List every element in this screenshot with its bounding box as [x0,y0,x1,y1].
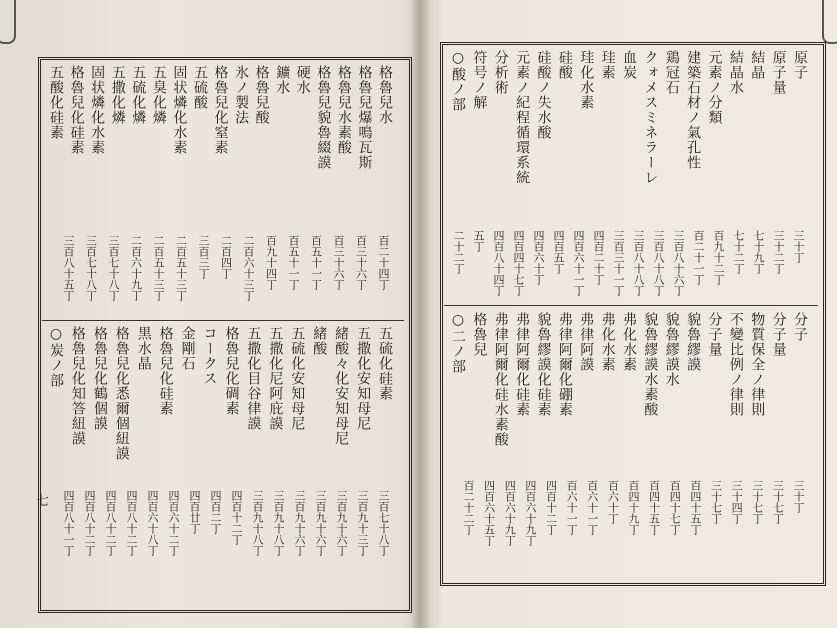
index-heading: 格魯兒化硅素 [157,326,174,416]
page-reference: 四百八十一丁 [62,490,75,556]
page-reference: 三百九十六丁 [293,490,306,556]
index-heading: 五硫化安知母尼 [289,326,306,431]
index-heading: 五硫化燐 [130,65,147,125]
index-heading: 格魯兒水 [377,65,393,125]
page-reference: 百二十二丁 [462,480,475,535]
index-heading: 格魯兒貌魯綴謨 [315,65,332,170]
left-page-divider [42,320,404,321]
page-reference: 三百九十六丁 [335,490,348,556]
page-reference: 三百七十八丁 [84,235,98,301]
page-reference: 百五十一丁 [309,235,323,290]
page-reference: 四百八十四丁 [492,230,505,296]
page-reference: 百六十丁 [606,480,620,524]
page-reference: 百三十六丁 [332,235,345,290]
page-reference: 百四十七丁 [668,480,682,535]
page-reference: 三十七丁 [750,480,764,524]
index-heading: 弗律阿爾化硅水素酸 [492,312,509,447]
index-heading: 珪素 [599,50,616,80]
index-heading: 貌魯繆謨水 [663,312,680,387]
index-heading: 物質保全ノ律則 [749,312,766,417]
page-reference: 百四十五丁 [688,480,702,535]
index-heading: 金剛石 [179,326,196,371]
index-heading: 分析術 [492,50,509,95]
index-heading: 分子量 [706,312,723,357]
index-heading: 鶏冠石 [663,50,680,95]
index-heading: 格魯兒化硅素 [68,65,85,155]
page-reference: 二百五十三丁 [174,235,188,301]
page-reference: 百六十一丁 [585,480,599,535]
page-reference: 二百四丁 [219,235,233,279]
page-reference: 三百三十一丁 [612,230,625,296]
index-heading: ○炭ノ部 [48,326,64,388]
index-heading: ○二ノ部 [450,312,466,374]
page-reference: 百二十四丁 [377,235,390,290]
index-heading: 弗律阿謨 [578,312,595,372]
index-heading: 建築石材ノ氣孔性 [685,50,702,170]
page-reference: 二百六十三丁 [242,235,255,301]
page-reference: 四百五丁 [552,230,565,274]
page-reference: 四百六十九丁 [523,480,537,546]
index-heading: 珪化水素 [578,50,595,110]
index-heading: 結晶 [749,50,766,80]
index-heading: 鑛水 [274,65,291,95]
index-heading: 分子 [792,312,808,342]
index-heading: 五酸化硅素 [48,65,64,140]
index-heading: 氷ノ製法 [233,65,250,125]
index-heading: 固状燐化水素 [89,65,106,155]
index-heading: 五硫化硅素 [377,326,393,401]
page-reference: 四百八十二丁 [83,490,96,556]
page-reference: 四百十二丁 [544,480,558,535]
index-heading: 血炭 [621,50,637,80]
index-heading: 貌魯繆謨 [685,312,702,372]
page-reference: 三百九十六丁 [314,490,327,556]
index-heading: 格魯兒化知答紐謨 [69,326,86,446]
page-reference: 百三十六丁 [354,235,368,290]
page-reference: 三十七丁 [709,480,723,524]
index-heading: 五撒化安知母尼 [355,326,372,431]
page-reference: 四百十二丁 [230,490,243,545]
index-heading: 元素ノ分類 [706,50,723,125]
page-reference: 七十二丁 [732,230,745,274]
index-heading: 貌魯繆謨化硅素 [535,312,552,417]
page-reference: 百六十一丁 [565,480,579,535]
page-reference: 四百四十七丁 [512,230,525,296]
page-reference: 二百六十九丁 [129,235,143,301]
index-heading: 硅酸 [556,50,573,80]
page-reference: 三百八十五丁 [62,235,75,301]
index-heading: 格魯兒化窒素 [212,65,229,155]
index-heading: 弗律阿爾化硼素 [556,312,573,417]
page-reference: 三百九十八丁 [251,490,264,556]
page-reference: 七十九丁 [752,230,765,274]
index-heading: 格魯兒水素酸 [335,65,352,155]
page-reference: 三百八十八丁 [652,230,665,296]
page-reference: 四百六十五丁 [482,480,496,546]
page-reference: 三十丁 [792,480,805,513]
index-heading: 格魯兒 [471,312,488,357]
index-heading: 元素ノ紀程循環系統 [514,50,531,185]
page-reference: 四百二十丁 [592,230,605,285]
page-reference: 百九十二丁 [712,230,725,285]
index-heading: 五硫酸 [191,65,208,110]
index-heading: 符号ノ解 [471,50,488,110]
page-reference: 三十二丁 [772,230,785,274]
page-reference: 四百六十九丁 [503,480,517,546]
page-reference: 百二十一丁 [692,230,705,285]
page-reference: 百五十一丁 [287,235,300,290]
index-heading: 硅酸ノ失水酸 [535,50,552,140]
page-reference: 三百八十六丁 [672,230,685,296]
index-heading: ○酸ノ部 [450,50,466,112]
page-reference: 四百六十二丁 [167,490,180,556]
page-reference: 四百二丁 [209,490,222,534]
index-heading: 硬水 [294,65,311,95]
index-heading: 分子量 [770,312,787,357]
page-reference: 百四十九丁 [627,480,640,535]
page-reference: 三百九十八丁 [272,490,285,556]
index-heading: 五撒化目谷律謨 [245,326,262,431]
index-heading: 格魯兒化鶴個謨 [91,326,108,431]
page-reference: 三十七丁 [771,480,785,524]
page-reference: 五丁 [472,230,485,252]
index-heading: 五撒化尼阿庇謨 [267,326,284,431]
index-heading: 黒水晶 [135,326,152,371]
right-page-divider [444,305,818,306]
index-heading: クォメスミネラーレ [642,50,659,185]
binder-clip-right [822,0,837,44]
index-heading: 不變比例ノ律則 [727,312,744,417]
margin-mark: 七 [36,494,50,509]
page-reference: 三百三丁 [197,235,210,279]
index-heading: 格魯兒化碉素 [223,326,240,416]
index-heading: 格魯兒爆鳴瓦斯 [356,65,373,170]
index-heading: 緒酸 [311,326,328,356]
page-reference: 三百七十八丁 [107,235,120,301]
index-heading: 原子量 [770,50,787,95]
page-reference: 百四十五丁 [647,480,661,535]
index-heading: コークス [201,326,218,386]
index-heading: 緒酸々化安知母尼 [333,326,350,446]
page-reference: 四百六十丁 [532,230,545,285]
index-heading: 五臭化燐 [150,65,167,125]
index-heading: 固状燐化水素 [171,65,188,155]
page-reference: 四百六十八丁 [146,490,159,556]
index-heading: 格魯兒酸 [253,65,270,125]
page-reference: 四百六十一丁 [572,230,585,296]
page-reference: 二十二丁 [452,230,465,274]
index-heading: 原子 [792,50,808,80]
page-reference: 三百七十八丁 [377,490,390,556]
index-heading: 結晶水 [727,50,744,95]
page-reference: 百九十四丁 [264,235,278,290]
binder-clip-left [0,0,16,44]
index-heading: 貌魯繆謨水素酸 [642,312,659,417]
index-heading: 格魯兒化悉爾個紐謨 [113,326,130,461]
page-reference: 三百九十三丁 [356,490,369,556]
page-reference: 四百廿丁 [188,490,201,534]
page-reference: 二百五十三丁 [152,235,165,301]
index-heading: 五撒化燐 [109,65,126,125]
page-reference: 四百八十二丁 [104,490,117,556]
index-heading: 弗律阿爾化硅素 [514,312,531,417]
page-reference: 四百八十二丁 [125,490,138,556]
book-spine [411,0,431,628]
page-reference: 三百八十八丁 [632,230,645,296]
index-heading: 弗化水素 [599,312,616,372]
index-heading: 弗化水素 [621,312,637,372]
page-reference: 三十丁 [792,230,805,263]
page-reference: 三十四丁 [730,480,744,524]
